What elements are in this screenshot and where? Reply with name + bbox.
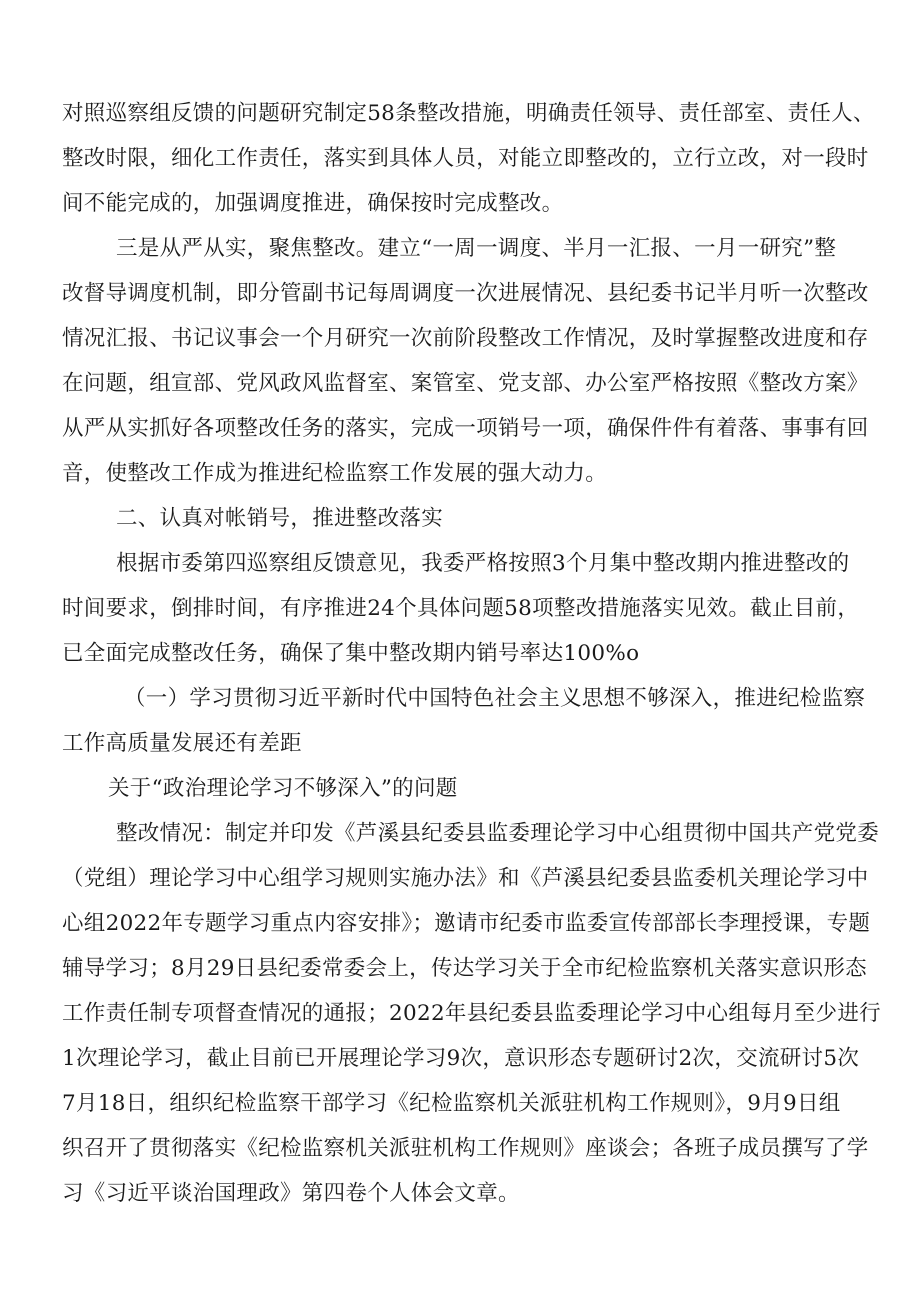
body-line: 对照巡察组反馈的问题研究制定58条整改措施，明确责任领导、责任部室、责任人、 [62,101,875,126]
body-line: 习《习近平谈治国理政》第四卷个人体会文章。 [62,1181,520,1206]
body-line: 时间要求，倒排时间，有序推进24个具体问题58项整改措施落实见效。截止目前， [62,596,860,621]
body-line: 情况汇报、书记议事会一个月研究一次前阶段整改工作情况，及时掌握整改进度和存 [62,326,869,351]
body-line: 整改时限，细化工作责任，落实到具体人员，对能立即整改的，立行立改，对一段时 [62,146,869,171]
body-line: 已全面完成整改任务，确保了集中整改期内销号率达100%o [62,641,640,666]
section-heading: 二、认真对帐销号，推进整改落实 [116,506,444,531]
body-line: 心组2022年专题学习重点内容安排》；邀请市纪委市监委宣传部部长李理授课，专题 [62,911,871,936]
subsection-heading: （一）学习贯彻习近平新时代中国特色社会主义思想不够深入，推进纪检监察 [124,686,866,711]
issue-title: 关于“政治理论学习不够深入”的问题 [108,776,458,801]
body-line: 改督导调度机制，即分管副书记每周调度一次进展情况、县纪委书记半月听一次整改 [62,281,869,306]
body-line: 辅导学习；8月29日县纪委常委会上，传达学习关于全市纪检监察机关落实意识形态 [62,956,867,981]
body-line: 工作责任制专项督查情况的通报；2022年县纪委县监委理论学习中心组每月至少进行 [62,1001,881,1026]
body-line: 根据市委第四巡察组反馈意见，我委严格按照3个月集中整改期内推进整改的 [116,551,850,576]
body-line: 间不能完成的，加强调度推进，确保按时完成整改。 [62,191,564,216]
body-line: （党组）理论学习中心组学习规则实施办法》和《芦溪县纪委县监委机关理论学习中 [62,866,869,891]
body-line: 音，使整改工作成为推进纪检监察工作发展的强大动力。 [62,461,608,486]
body-line: 三是从严从实，聚焦整改。建立“一周一调度、半月一汇报、一月一研究”整 [116,236,837,261]
subsection-heading: 工作高质量发展还有差距 [62,731,302,756]
body-line: 在问题，组宣部、党风政风监督室、案管室、党支部、办公室严格按照《整改方案》 [62,371,869,396]
body-line: 1次理论学习，截止目前已开展理论学习9次，意识形态专题研讨2次，交流研讨5次 [62,1046,860,1071]
body-line: 织召开了贯彻落实《纪检监察机关派驻机构工作规则》座谈会；各班子成员撰写了学 [62,1136,869,1161]
body-line: 从严从实抓好各项整改任务的落实，完成一项销号一项，确保件件有着落、事事有回 [62,416,869,441]
body-line: 整改情况：制定并印发《芦溪县纪委县监委理论学习中心组贯彻中国共产党党委 [116,821,880,846]
body-line: 7月18日，组织纪检监察干部学习《纪检监察机关派驻机构工作规则》，9月9日组 [62,1091,841,1116]
